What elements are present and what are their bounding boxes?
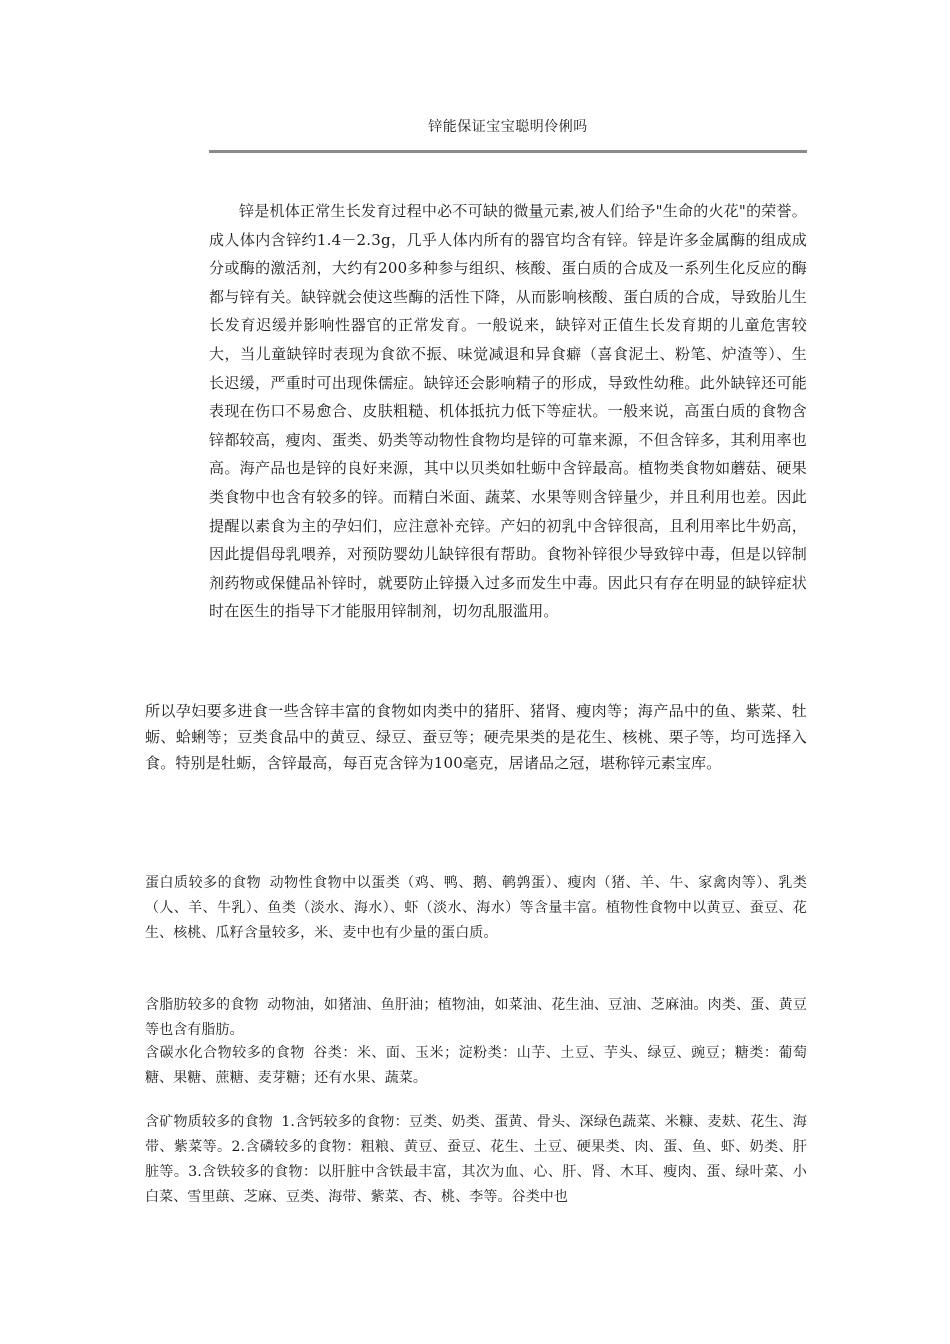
protein-foods-heading: 蛋白质较多的食物: [145, 875, 262, 891]
carbohydrate-foods-paragraph: [145, 1041, 807, 1091]
mineral-foods-text: 1.含钙较多的食物：豆类、奶类、蛋黄、骨头、深绿色蔬菜、米糠、麦麸、花生、海带、紫菜等。2.含磷较多的食物：粗粮、黄豆、蚕豆、花生、土豆、硬果类、肉、蛋、鱼、虾、奶类、肝脏等。3.含铁较多的食物：以肝脏中含铁最丰富，其次为血、心、肝、肾、木耳、瘦肉、蛋、绿叶菜、小白菜、雪里蕻、芝麻、豆类、海带、紫菜、杏、桃、李等。谷类中也: [145, 1114, 807, 1205]
document-title: 锌能保证宝宝聪明伶俐吗: [428, 119, 588, 135]
fat-foods-heading: 含脂肪较多的食物: [145, 997, 259, 1013]
carbohydrate-foods-text: 谷类：米、面、玉米；淀粉类：山芋、土豆、芋头、绿豆、豌豆；糖类：葡萄糖、果糖、蔗糖、麦芽糖；还有水果、蔬菜。: [145, 1045, 807, 1086]
carbohydrate-foods-heading: 含碳水化合物较多的食物: [145, 1045, 305, 1061]
mineral-foods-heading: 含矿物质较多的食物: [145, 1114, 274, 1130]
fat-foods-paragraph: [145, 993, 807, 1043]
zinc-food-advice-paragraph: 所以孕妇要多进食一些含锌丰富的食物如肉类中的猪肝、猪肾、瘦肉等；海产品中的鱼、紫菜、牡蛎、蛤蜊等；豆类食品中的黄豆、绿豆、蚕豆等；硬壳果类的是花生、核桃、栗子等，均可选择入食。特别是牡蛎，含锌最高，每百克含锌为100毫克，居诸品之冠，堪称锌元素宝库。: [145, 702, 807, 772]
fat-foods-text: 动物油，如猪油、鱼肝油；植物油，如菜油、花生油、豆油、芝麻油。肉类、蛋、黄豆等也含有脂肪。: [145, 997, 807, 1038]
title-underline: [209, 150, 807, 153]
zinc-intro-paragraph: 锌是机体正常生长发育过程中必不可缺的微量元素,被人们给予"生命的火花"的荣誉。成人体内含锌约1.4－2.3g，几乎人体内所有的器官均含有锌。锌是许多金属酶的组成成分或酶的激活剂，大约有200多种参与组织、核酸、蛋白质的合成及一系列生化反应的酶都与锌有关。缺锌就会使这些酶的活性下降，从而影响核酸、蛋白质的合成，导致胎儿生长发育迟缓并影响性器官的正常发育。一般说来，缺锌对正值生长发育期的儿童危害较大，当儿童缺锌时表现为食欲不振、味觉减退和异食癖（喜食泥土、粉笔、炉渣等）、生长迟缓，严重时可出现侏儒症。缺锌还会影响精子的形成，导致性幼稚。此外缺锌还可能表现在伤口不易愈合、皮肤粗糙、机体抵抗力低下等症状。一般来说，高蛋白质的食物含锌都较高，瘦肉、蛋类、奶类等动物性食物均是锌的可靠来源，不但含锌多，其利用率也高。海产品也是锌的良好来源，其中以贝类如牡蛎中含锌最高。植物类食物如蘑菇、硬果类食物中也含有较多的锌。而精白米面、蔬菜、水果等则含锌量少，并且利用也差。因此提醒以素食为主的孕妇们，应注意补充锌。产妇的初乳中含锌很高，且利用率比牛奶高，因此提倡母乳喂养，对预防婴幼儿缺锌很有帮助。食物补锌很少导致锌中毒，但是以锌制剂药物或保健品补锌时，就要防止锌摄入过多而发生中毒。因此只有存在明显的缺锌症状时在医生的指导下才能服用锌制剂，切勿乱服滥用。: [209, 202, 807, 621]
protein-foods-text: 动物性食物中以蛋类（鸡、鸭、鹅、鹌鹑蛋）、瘦肉（猪、羊、牛、家禽肉等）、乳类（人、羊、牛乳）、鱼类（淡水、海水）、虾（淡水、海水）等含量丰富。植物性食物中以黄豆、蚕豆、花生、核桃、瓜籽含量较多，米、麦中也有少量的蛋白质。: [145, 875, 807, 941]
protein-foods-paragraph: [145, 871, 807, 946]
mineral-foods-paragraph: [145, 1110, 807, 1210]
